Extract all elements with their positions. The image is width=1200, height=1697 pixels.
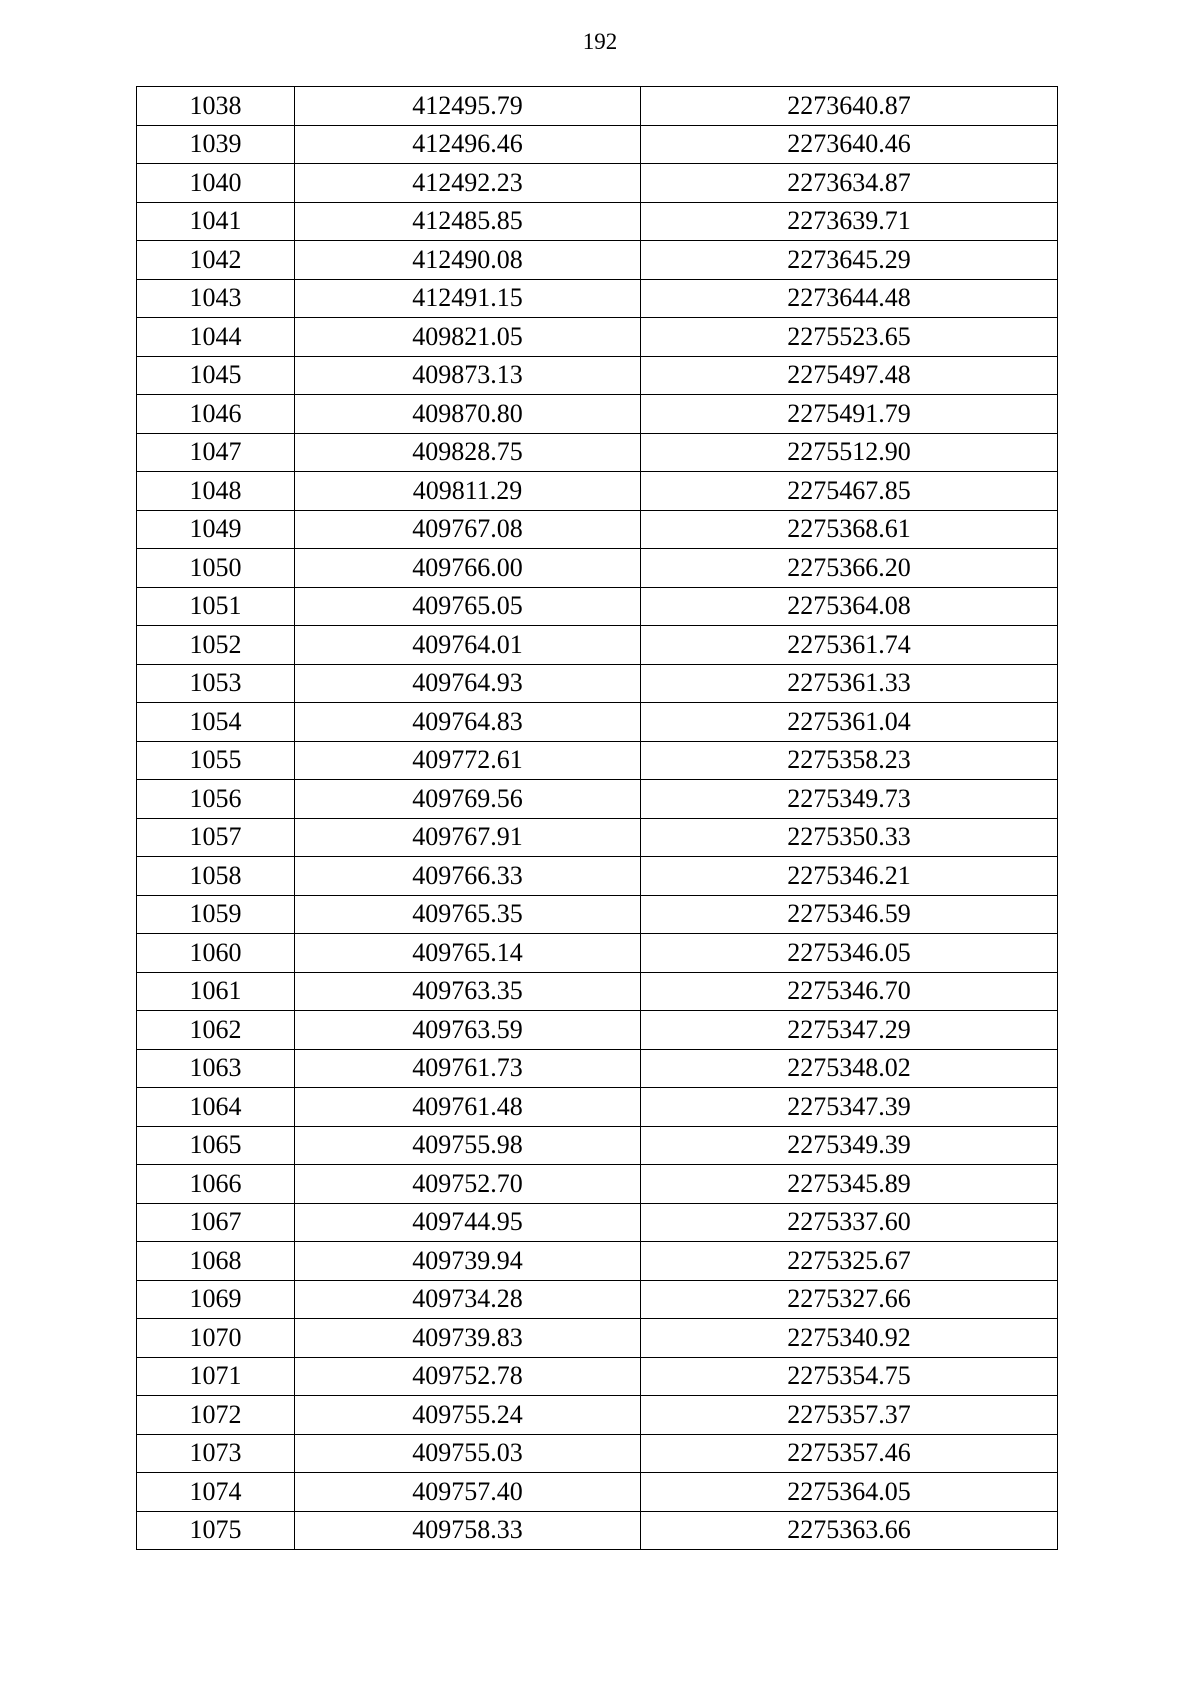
- table-row: [137, 202, 1058, 241]
- point-number-cell: 1050: [137, 549, 295, 588]
- point-number-cell: 1055: [137, 741, 295, 780]
- table-row: [137, 1088, 1058, 1127]
- x-coordinate-cell: 412491.15: [295, 279, 641, 318]
- y-coordinate-cell: 2275361.74: [641, 626, 1058, 665]
- table-row: [137, 1396, 1058, 1435]
- table-row: [137, 1165, 1058, 1204]
- point-number-cell: 1052: [137, 626, 295, 665]
- x-coordinate-cell: 409772.61: [295, 741, 641, 780]
- point-number-cell: 1054: [137, 703, 295, 742]
- table-row: [137, 818, 1058, 857]
- page-number: 192: [582, 29, 618, 54]
- y-coordinate-cell: 2275327.66: [641, 1280, 1058, 1319]
- x-coordinate-cell: 409764.93: [295, 664, 641, 703]
- y-coordinate-cell: 2275357.46: [641, 1434, 1058, 1473]
- x-coordinate-cell: 409764.83: [295, 703, 641, 742]
- table-row: [137, 1126, 1058, 1165]
- table-row: [137, 1319, 1058, 1358]
- y-coordinate-cell: 2275361.04: [641, 703, 1058, 742]
- table-row: [137, 1011, 1058, 1050]
- table-row: [137, 395, 1058, 434]
- table-row: [137, 241, 1058, 280]
- table-row: [137, 279, 1058, 318]
- point-number-cell: 1046: [137, 395, 295, 434]
- coordinates-table: [136, 86, 1058, 1550]
- x-coordinate-cell: 412496.46: [295, 125, 641, 164]
- x-coordinate-cell: 409758.33: [295, 1511, 641, 1550]
- table-row: [137, 934, 1058, 973]
- table-row: [137, 433, 1058, 472]
- x-coordinate-cell: 409755.24: [295, 1396, 641, 1435]
- x-coordinate-cell: 409739.83: [295, 1319, 641, 1358]
- x-coordinate-cell: 409873.13: [295, 356, 641, 395]
- table-row: [137, 895, 1058, 934]
- table-row: [137, 87, 1058, 126]
- table-row: [137, 1511, 1058, 1550]
- point-number-cell: 1069: [137, 1280, 295, 1319]
- x-coordinate-cell: 409764.01: [295, 626, 641, 665]
- y-coordinate-cell: 2275354.75: [641, 1357, 1058, 1396]
- y-coordinate-cell: 2275347.39: [641, 1088, 1058, 1127]
- x-coordinate-cell: 409734.28: [295, 1280, 641, 1319]
- x-coordinate-cell: 409766.33: [295, 857, 641, 896]
- y-coordinate-cell: 2275346.05: [641, 934, 1058, 973]
- point-number-cell: 1066: [137, 1165, 295, 1204]
- point-number-cell: 1047: [137, 433, 295, 472]
- table-row: [137, 587, 1058, 626]
- x-coordinate-cell: 409739.94: [295, 1242, 641, 1281]
- y-coordinate-cell: 2273644.48: [641, 279, 1058, 318]
- y-coordinate-cell: 2275346.21: [641, 857, 1058, 896]
- table-row: [137, 356, 1058, 395]
- x-coordinate-cell: 409761.48: [295, 1088, 641, 1127]
- point-number-cell: 1072: [137, 1396, 295, 1435]
- y-coordinate-cell: 2275350.33: [641, 818, 1058, 857]
- point-number-cell: 1056: [137, 780, 295, 819]
- x-coordinate-cell: 409821.05: [295, 318, 641, 357]
- point-number-cell: 1040: [137, 164, 295, 203]
- x-coordinate-cell: 409752.70: [295, 1165, 641, 1204]
- y-coordinate-cell: 2275363.66: [641, 1511, 1058, 1550]
- table-row: [137, 1357, 1058, 1396]
- point-number-cell: 1060: [137, 934, 295, 973]
- table-row: [137, 1280, 1058, 1319]
- table-row: [137, 1049, 1058, 1088]
- point-number-cell: 1043: [137, 279, 295, 318]
- x-coordinate-cell: 412490.08: [295, 241, 641, 280]
- table-row: [137, 125, 1058, 164]
- table-row: [137, 741, 1058, 780]
- table-row: [137, 472, 1058, 511]
- point-number-cell: 1065: [137, 1126, 295, 1165]
- point-number-cell: 1070: [137, 1319, 295, 1358]
- point-number-cell: 1042: [137, 241, 295, 280]
- y-coordinate-cell: 2273639.71: [641, 202, 1058, 241]
- y-coordinate-cell: 2275340.92: [641, 1319, 1058, 1358]
- x-coordinate-cell: 409755.98: [295, 1126, 641, 1165]
- y-coordinate-cell: 2275364.08: [641, 587, 1058, 626]
- y-coordinate-cell: 2275364.05: [641, 1473, 1058, 1512]
- y-coordinate-cell: 2275347.29: [641, 1011, 1058, 1050]
- point-number-cell: 1057: [137, 818, 295, 857]
- y-coordinate-cell: 2275368.61: [641, 510, 1058, 549]
- point-number-cell: 1068: [137, 1242, 295, 1281]
- y-coordinate-cell: 2275491.79: [641, 395, 1058, 434]
- point-number-cell: 1074: [137, 1473, 295, 1512]
- x-coordinate-cell: 409744.95: [295, 1203, 641, 1242]
- x-coordinate-cell: 409755.03: [295, 1434, 641, 1473]
- x-coordinate-cell: 412495.79: [295, 87, 641, 126]
- table-row: [137, 1203, 1058, 1242]
- x-coordinate-cell: 409765.14: [295, 934, 641, 973]
- x-coordinate-cell: 409769.56: [295, 780, 641, 819]
- y-coordinate-cell: 2275366.20: [641, 549, 1058, 588]
- y-coordinate-cell: 2275349.39: [641, 1126, 1058, 1165]
- x-coordinate-cell: 409767.08: [295, 510, 641, 549]
- x-coordinate-cell: 409767.91: [295, 818, 641, 857]
- point-number-cell: 1039: [137, 125, 295, 164]
- table-row: [137, 664, 1058, 703]
- coordinates-table-body: [137, 87, 1058, 1550]
- x-coordinate-cell: 409763.35: [295, 972, 641, 1011]
- point-number-cell: 1075: [137, 1511, 295, 1550]
- x-coordinate-cell: 409828.75: [295, 433, 641, 472]
- table-row: [137, 780, 1058, 819]
- point-number-cell: 1061: [137, 972, 295, 1011]
- y-coordinate-cell: 2275497.48: [641, 356, 1058, 395]
- point-number-cell: 1045: [137, 356, 295, 395]
- y-coordinate-cell: 2273634.87: [641, 164, 1058, 203]
- point-number-cell: 1049: [137, 510, 295, 549]
- table-row: [137, 1473, 1058, 1512]
- y-coordinate-cell: 2275361.33: [641, 664, 1058, 703]
- table-row: [137, 318, 1058, 357]
- y-coordinate-cell: 2275357.37: [641, 1396, 1058, 1435]
- x-coordinate-cell: 409811.29: [295, 472, 641, 511]
- x-coordinate-cell: 409870.80: [295, 395, 641, 434]
- x-coordinate-cell: 409766.00: [295, 549, 641, 588]
- x-coordinate-cell: 409763.59: [295, 1011, 641, 1050]
- y-coordinate-cell: 2275337.60: [641, 1203, 1058, 1242]
- point-number-cell: 1041: [137, 202, 295, 241]
- y-coordinate-cell: 2275512.90: [641, 433, 1058, 472]
- point-number-cell: 1058: [137, 857, 295, 896]
- y-coordinate-cell: 2273640.87: [641, 87, 1058, 126]
- table-row: [137, 626, 1058, 665]
- x-coordinate-cell: 412492.23: [295, 164, 641, 203]
- y-coordinate-cell: 2275325.67: [641, 1242, 1058, 1281]
- x-coordinate-cell: 409752.78: [295, 1357, 641, 1396]
- x-coordinate-cell: 409757.40: [295, 1473, 641, 1512]
- point-number-cell: 1051: [137, 587, 295, 626]
- table-row: [137, 1242, 1058, 1281]
- y-coordinate-cell: 2275467.85: [641, 472, 1058, 511]
- point-number-cell: 1063: [137, 1049, 295, 1088]
- y-coordinate-cell: 2275346.70: [641, 972, 1058, 1011]
- table-row: [137, 549, 1058, 588]
- point-number-cell: 1064: [137, 1088, 295, 1127]
- point-number-cell: 1067: [137, 1203, 295, 1242]
- point-number-cell: 1073: [137, 1434, 295, 1473]
- y-coordinate-cell: 2275345.89: [641, 1165, 1058, 1204]
- point-number-cell: 1048: [137, 472, 295, 511]
- point-number-cell: 1053: [137, 664, 295, 703]
- y-coordinate-cell: 2275348.02: [641, 1049, 1058, 1088]
- x-coordinate-cell: 409765.35: [295, 895, 641, 934]
- y-coordinate-cell: 2275349.73: [641, 780, 1058, 819]
- x-coordinate-cell: 412485.85: [295, 202, 641, 241]
- y-coordinate-cell: 2275346.59: [641, 895, 1058, 934]
- point-number-cell: 1071: [137, 1357, 295, 1396]
- table-row: [137, 510, 1058, 549]
- point-number-cell: 1044: [137, 318, 295, 357]
- table-row: [137, 703, 1058, 742]
- point-number-cell: 1059: [137, 895, 295, 934]
- x-coordinate-cell: 409761.73: [295, 1049, 641, 1088]
- table-row: [137, 857, 1058, 896]
- y-coordinate-cell: 2273640.46: [641, 125, 1058, 164]
- x-coordinate-cell: 409765.05: [295, 587, 641, 626]
- point-number-cell: 1062: [137, 1011, 295, 1050]
- y-coordinate-cell: 2273645.29: [641, 241, 1058, 280]
- table-row: [137, 164, 1058, 203]
- table-row: [137, 1434, 1058, 1473]
- y-coordinate-cell: 2275358.23: [641, 741, 1058, 780]
- point-number-cell: 1038: [137, 87, 295, 126]
- y-coordinate-cell: 2275523.65: [641, 318, 1058, 357]
- table-row: [137, 972, 1058, 1011]
